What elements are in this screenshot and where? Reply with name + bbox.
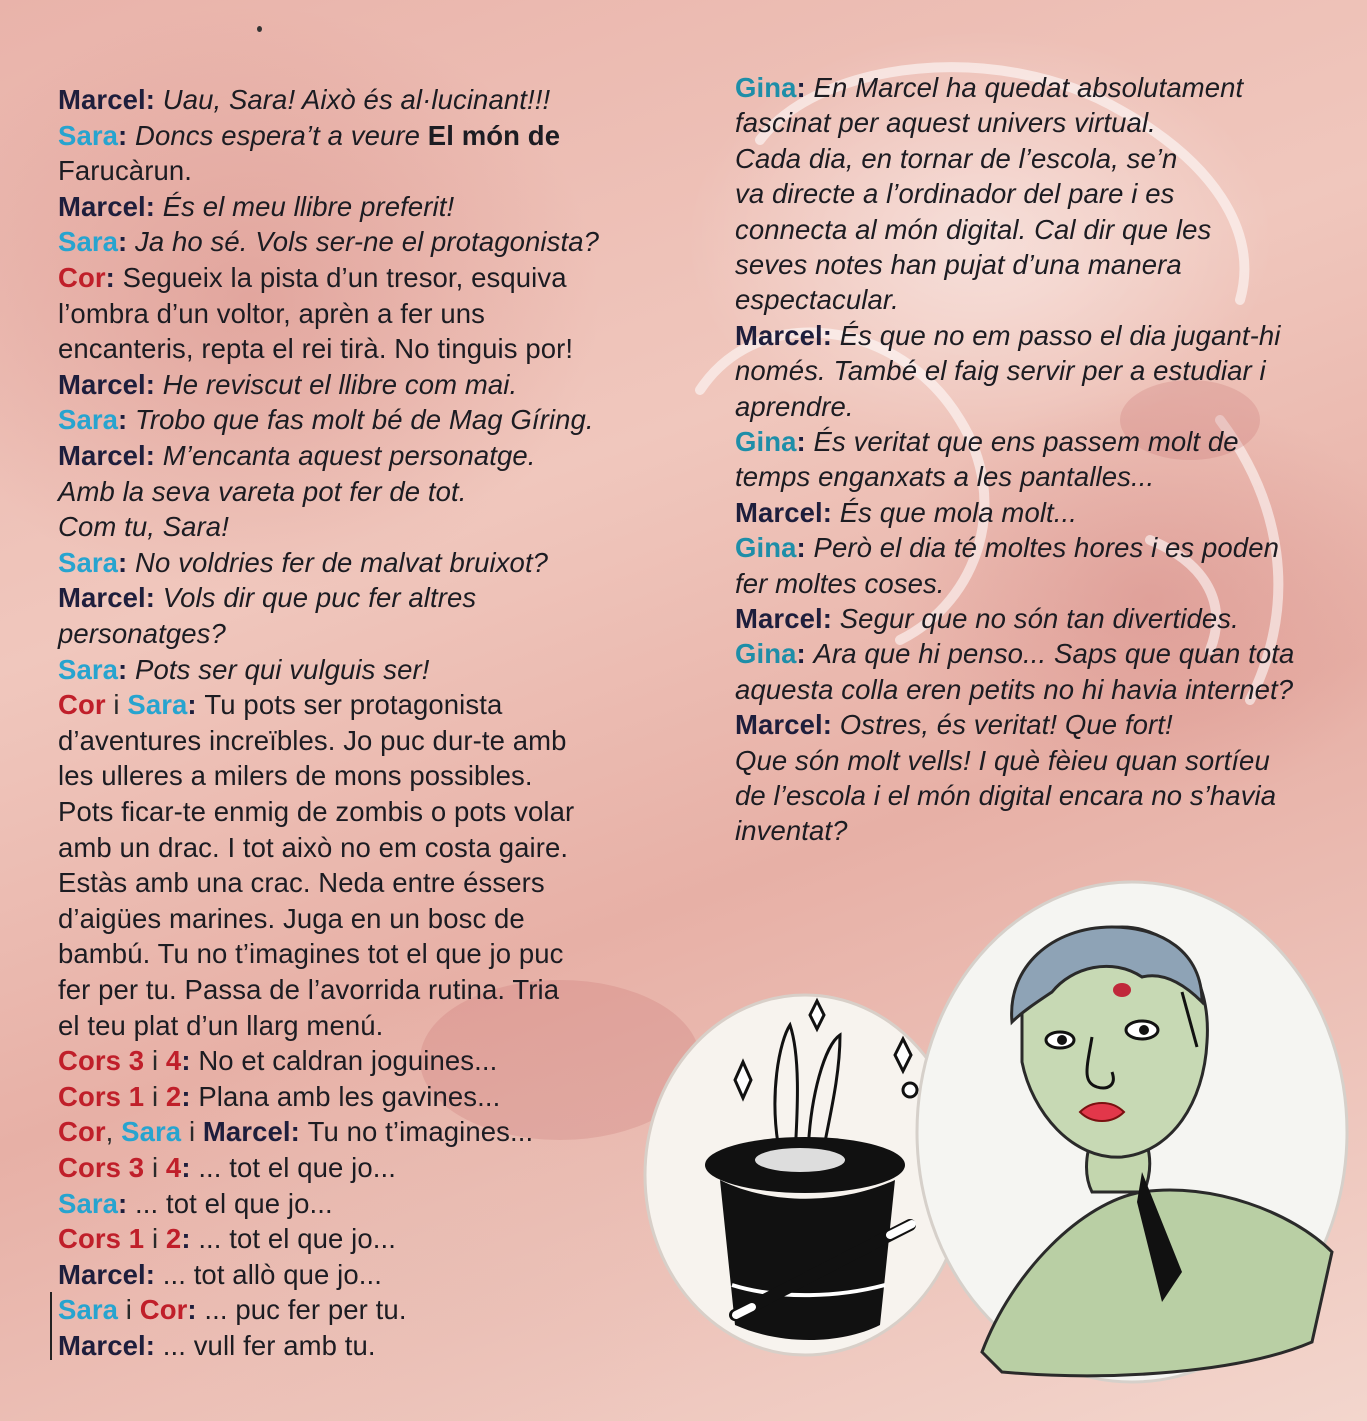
speaker-colon: :	[118, 653, 136, 685]
line-text: Farucàrun.	[58, 155, 192, 187]
speaker-name: Cors 3	[58, 1152, 145, 1183]
line-text: el teu plat d’un llarg menú.	[58, 1009, 384, 1041]
dialogue-line	[58, 296, 485, 332]
line-text: les ulleres a milers de mons possibles.	[58, 760, 533, 792]
speaker-name: Marcel	[58, 440, 146, 471]
speaker-colon: :	[796, 426, 814, 457]
speaker-name: Marcel	[735, 709, 823, 741]
speaker-colon: :	[118, 226, 136, 258]
dialogue-line	[735, 212, 1211, 248]
line-text: va directe a l’ordinador del pare i es	[735, 178, 1175, 210]
line-text: fer per tu. Passa de l’avorrida rutina. Tria	[58, 974, 560, 1005]
speaker-name: Cor	[58, 262, 106, 293]
speaker-connector: i	[144, 1152, 166, 1183]
speaker-colon: :	[822, 496, 840, 528]
dialogue-line	[58, 509, 229, 545]
book-title: El món de	[427, 119, 561, 151]
line-text: ... vull fer amb tu.	[162, 1330, 376, 1361]
speaker-name: Sara	[58, 1294, 119, 1326]
line-text: Pots ser qui vulguis ser!	[135, 653, 430, 685]
speaker-colon: :	[118, 546, 136, 578]
dialogue-line	[58, 936, 564, 972]
speaker-colon: :	[145, 582, 163, 614]
dialogue-line	[735, 105, 1156, 141]
speaker-colon: :	[181, 1080, 199, 1112]
line-text: Estàs amb una crac. Neda entre éssers	[58, 867, 545, 899]
dialogue-line	[735, 813, 848, 849]
line-text: No et caldran joguines...	[198, 1045, 498, 1077]
dialogue-line	[58, 224, 599, 260]
line-text: Tu pots ser protagonista	[204, 689, 503, 721]
line-text: Amb la seva vareta pot fer de tot.	[58, 475, 467, 507]
speaker-colon: :	[290, 1116, 308, 1148]
speaker-name: Marcel	[58, 1258, 146, 1290]
line-text: connecta al món digital. Cal dir que les	[735, 213, 1212, 245]
speaker-name: Sara	[127, 689, 188, 721]
line-text: ... tot el que jo...	[198, 1223, 396, 1255]
dialogue-line	[58, 545, 548, 581]
line-text: aquesta colla eren petits no hi havia internet?	[735, 673, 1294, 705]
line-text: ... tot allò que jo...	[162, 1258, 383, 1290]
dialogue-line	[735, 318, 1280, 354]
dialogue-line	[735, 566, 945, 602]
speaker-colon: :	[145, 440, 163, 471]
line-text: ... tot el que jo...	[198, 1152, 396, 1183]
speaker-name: Sara	[58, 1187, 119, 1219]
line-text: fascinat per aquest univers virtual.	[735, 107, 1156, 139]
speaker-colon: :	[145, 1330, 163, 1361]
dialogue-line	[58, 1079, 500, 1115]
dialogue-line	[58, 1114, 533, 1150]
line-text: És el meu llibre preferit!	[162, 190, 455, 222]
line-text: No voldries fer de malvat bruixot?	[135, 546, 549, 578]
speaker-name: Marcel	[58, 1330, 146, 1361]
speaker-name: 4	[165, 1152, 182, 1183]
dialogue-line	[58, 474, 466, 510]
line-text: Vols dir que puc fer altres	[162, 582, 477, 614]
speaker-name: Marcel	[58, 190, 146, 222]
speaker-name: Marcel	[58, 368, 146, 400]
speaker-name: Cor	[58, 1116, 106, 1148]
dialogue-line	[58, 118, 560, 154]
dialogue-line	[735, 530, 1279, 566]
speaker-connector: i	[144, 1045, 166, 1077]
speaker-name: Sara	[58, 226, 119, 258]
dialogue-line	[58, 580, 476, 616]
dialogue-line	[58, 794, 574, 830]
line-text: ... tot el que jo...	[135, 1187, 333, 1219]
line-text: Segur que no són tan divertides.	[839, 603, 1239, 634]
line-text: M’encanta aquest personatge.	[162, 440, 536, 471]
speaker-connector: i	[144, 1223, 166, 1255]
dialogue-line	[58, 1257, 382, 1293]
speaker-colon: :	[822, 603, 840, 634]
dialogue-line	[735, 743, 1270, 779]
speaker-name: Sara	[121, 1116, 182, 1148]
dialogue-line	[58, 865, 545, 901]
line-text: Que són molt vells! I què fèieu quan sortíeu	[735, 744, 1270, 776]
line-text: Uau, Sara! Això és al·lucinant!!!	[162, 84, 551, 115]
dialogue-line	[58, 260, 567, 296]
speaker-name: Cor	[139, 1294, 188, 1326]
dialogue-line	[735, 247, 1182, 283]
speaker-name: Gina	[735, 72, 797, 103]
dialogue-line	[735, 778, 1276, 814]
line-text: Doncs espera’t a veure	[135, 119, 421, 151]
speaker-colon: :	[181, 1152, 199, 1183]
speaker-name: 2	[165, 1223, 182, 1255]
speaker-colon: :	[796, 72, 814, 103]
line-text: Cada dia, en tornar de l’escola, se’n	[735, 142, 1178, 174]
line-text: aprendre.	[735, 390, 854, 422]
speaker-colon: :	[822, 319, 840, 351]
dialogue-line	[58, 652, 429, 688]
speaker-name: Marcel	[735, 603, 823, 634]
speaker-connector: i	[181, 1116, 203, 1148]
line-text: temps enganxats a les pantalles...	[735, 461, 1155, 493]
dialogue-line	[58, 1150, 396, 1186]
speaker-name: Marcel	[735, 496, 823, 528]
dialogue-line	[735, 672, 1293, 708]
speaker-connector: i	[144, 1080, 166, 1112]
line-text: Com tu, Sara!	[58, 511, 229, 543]
line-text: només. També el faig servir per a estudiar i	[735, 355, 1266, 387]
speaker-colon: :	[118, 1187, 136, 1219]
speaker-colon: :	[822, 709, 840, 741]
speaker-colon: :	[105, 262, 123, 293]
line-text: d’aventures increïbles. Jo puc dur-te amb	[58, 724, 567, 756]
speaker-name: Gina	[735, 638, 797, 670]
boy-portrait-drawing-icon	[912, 872, 1352, 1392]
speaker-name: Sara	[58, 653, 119, 685]
line-text: És que mola molt...	[839, 496, 1078, 528]
line-text: En Marcel ha quedat absolutament	[813, 72, 1244, 103]
speaker-connector: i	[105, 689, 128, 721]
line-text: És que no em passo el dia jugant-hi	[839, 319, 1281, 351]
dialogue-line	[735, 707, 1173, 743]
line-text: fer moltes coses.	[735, 567, 945, 599]
line-text: espectacular.	[735, 284, 899, 316]
dialogue-line	[735, 353, 1266, 389]
speaker-colon: :	[118, 404, 136, 436]
speaker-name: Gina	[735, 426, 797, 457]
dialogue-line	[58, 331, 573, 367]
dialogue-line	[735, 389, 854, 425]
speaker-colon: :	[187, 689, 205, 721]
dialogue-line	[58, 1043, 497, 1079]
speaker-name: Cors 3	[58, 1045, 145, 1077]
speaker-name: Sara	[58, 546, 119, 578]
line-text: És veritat que ens passem molt de	[813, 426, 1239, 457]
speaker-colon: :	[145, 190, 163, 222]
line-text: Ara que hi penso... Saps que quan tota	[813, 638, 1295, 670]
dialogue-line	[58, 153, 192, 189]
dialogue-line	[58, 1186, 333, 1222]
line-text: Tu no t’imagines...	[307, 1116, 534, 1148]
speaker-name: Cors 1	[58, 1223, 145, 1255]
line-text: Ostres, és veritat! Que fort!	[839, 709, 1173, 741]
line-text: d’aigües marines. Juga en un bosc de	[58, 902, 525, 934]
line-text: Segueix la pista d’un tresor, esquiva	[122, 262, 567, 293]
dialogue-line	[58, 972, 559, 1008]
line-text: encanteris, repta el rei tirà. No tinguis por!	[58, 333, 574, 365]
line-text: inventat?	[735, 815, 848, 847]
line-text: amb un drac. I tot això no em costa gaire.	[58, 831, 569, 863]
dialogue-line	[58, 402, 594, 438]
line-text: de l’escola i el món digital encara no s’havia	[735, 780, 1277, 811]
speaker-name: Cor	[58, 689, 106, 721]
dialogue-line	[735, 141, 1177, 177]
dialogue-line	[58, 830, 568, 866]
dialogue-line	[58, 901, 525, 937]
margin-rule	[50, 1292, 52, 1360]
speaker-name: Marcel	[58, 582, 146, 614]
speaker-connector: i	[118, 1294, 140, 1326]
line-text: Però el dia té moltes hores i es poden	[813, 532, 1279, 564]
speaker-colon: :	[145, 84, 163, 115]
dialogue-line	[58, 616, 226, 652]
speaker-name: Marcel	[58, 84, 146, 115]
speaker-colon: :	[181, 1045, 199, 1077]
speaker-name: 4	[165, 1045, 182, 1077]
speaker-name: Gina	[735, 532, 797, 564]
dialogue-line	[735, 495, 1077, 531]
line-text: Trobo que fas molt bé de Mag Gíring.	[135, 404, 594, 436]
speaker-colon: :	[181, 1223, 199, 1255]
line-text: l’ombra d’un voltor, aprèn a fer uns	[58, 297, 486, 329]
speaker-name: Marcel	[202, 1116, 291, 1148]
dialogue-line	[735, 636, 1294, 672]
line-text: seves notes han pujat d’una manera	[735, 249, 1182, 280]
line-text: personatges?	[58, 618, 226, 649]
speaker-colon: :	[118, 119, 136, 151]
dialogue-line	[58, 438, 536, 474]
line-text: ... puc fer per tu.	[204, 1294, 407, 1326]
speaker-name: Cors 1	[58, 1080, 145, 1112]
dialogue-line	[58, 1292, 407, 1328]
speaker-name: Sara	[58, 119, 119, 151]
dialogue-line	[58, 1221, 396, 1257]
dialogue-line	[58, 189, 454, 225]
dialogue-line	[735, 176, 1174, 212]
speaker-name: Sara	[58, 404, 119, 436]
speaker-colon: :	[145, 368, 163, 400]
dialogue-line	[58, 367, 517, 403]
speaker-name: 2	[165, 1080, 182, 1112]
dialogue-line	[58, 687, 502, 723]
line-text: Plana amb les gavines...	[198, 1080, 501, 1112]
line-text: Pots ficar-te enmig de zombis o pots volar	[58, 796, 575, 827]
dialogue-line	[58, 723, 567, 759]
dialogue-line	[735, 70, 1243, 106]
dialogue-line	[735, 282, 899, 318]
speaker-colon: :	[187, 1294, 205, 1326]
dialogue-line	[58, 1008, 383, 1044]
speaker-connector: ,	[105, 1116, 122, 1148]
dialogue-line	[58, 82, 550, 118]
line-text: Ja ho sé. Vols ser-ne el protagonista?	[135, 226, 599, 258]
speaker-colon: :	[796, 638, 814, 670]
speaker-colon: :	[796, 532, 814, 564]
speaker-colon: :	[145, 1258, 163, 1290]
dialogue-line	[735, 601, 1239, 637]
speaker-name: Marcel	[735, 319, 823, 351]
dialogue-line	[58, 758, 533, 794]
dialogue-line	[58, 1328, 376, 1364]
dialogue-line	[735, 424, 1239, 460]
line-text: bambú. Tu no t’imagines tot el que jo puc	[58, 938, 564, 970]
dialogue-line	[735, 459, 1154, 495]
line-text: He reviscut el llibre com mai.	[162, 368, 518, 400]
